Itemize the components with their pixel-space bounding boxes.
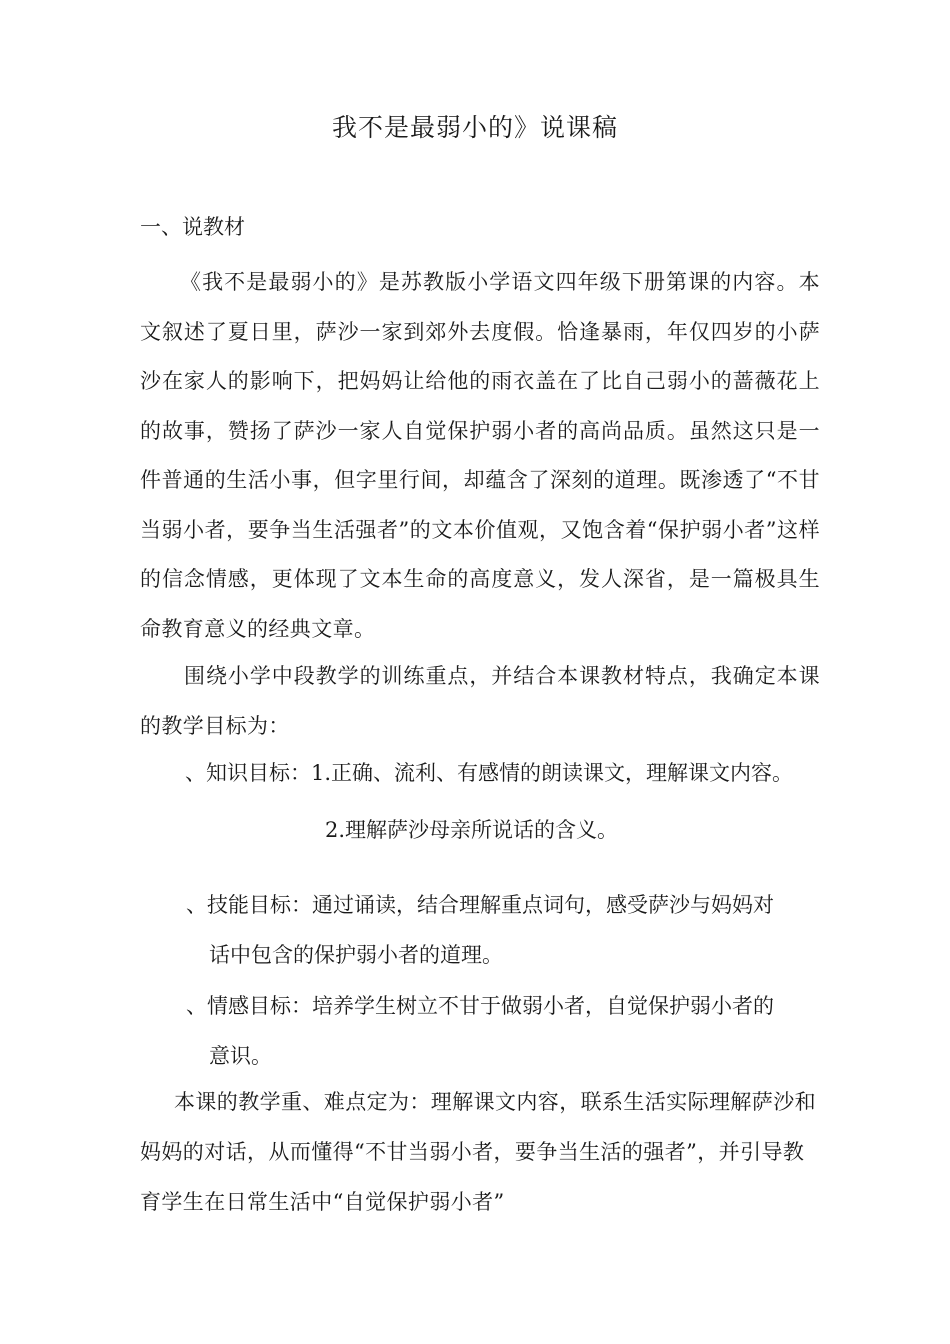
paragraph-teaching-goals-intro: 围绕小学中段教学的训练重点，并结合本课教材特点，我确定本课的教学目标为： [140, 664, 820, 738]
goal-skill-line-1: 、技能目标：通过诵读，结合理解重点词句，感受萨沙与妈妈对 [186, 893, 774, 917]
section-heading: 一、说教材 [140, 215, 245, 239]
goal-knowledge-line-1: 、知识目标：1.正确、流利、有感情的朗读课文，理解课文内容。 [185, 761, 794, 785]
paragraph-textbook-intro: 《我不是最弱小的》是苏教版小学语文四年级下册第课的内容。本文叙述了夏日里，萨沙一家到郊外去度假。恰逢暴雨，年仅四岁的小萨沙在家人的影响下，把妈妈让给他的雨衣盖在了比自己弱小的蔷薇花上的故事，赞扬了萨沙一家人自觉保护弱小者的高尚品质。虽然这只是一件普通的生活小事，但字里行间，却蕴含了深刻的道理。既渗透了“不甘当弱小者，要争当生活强者”的文本价值观，又饱含着“保护弱小者”这样的信念情感，更体现了文本生命的高度意义，发人深省，是一篇极具生命教育意义的经典文章。 [140, 270, 820, 641]
goal-emotion-line-2: 意识。 [209, 1044, 272, 1068]
goal-emotion-line-1: 、情感目标：培养学生树立不甘于做弱小者，自觉保护弱小者的 [186, 994, 774, 1018]
goal-emotion [186, 981, 816, 1081]
document-title: 我不是最弱小的》说课稿 [331, 113, 618, 142]
paragraph-key-difficulties: 本课的教学重、难点定为：理解课文内容，联系生活实际理解萨沙和妈妈的对话，从而懂得“不甘当弱小者，要争当生活的强者”，并引导教育学生在日常生活中“自觉保护弱小者” [140, 1090, 816, 1214]
goal-skill-line-2: 话中包含的保护弱小者的道理。 [209, 943, 503, 967]
goal-knowledge-line-2: 2.理解萨沙母亲所说话的含义。 [325, 818, 619, 842]
goal-skill [186, 880, 816, 980]
